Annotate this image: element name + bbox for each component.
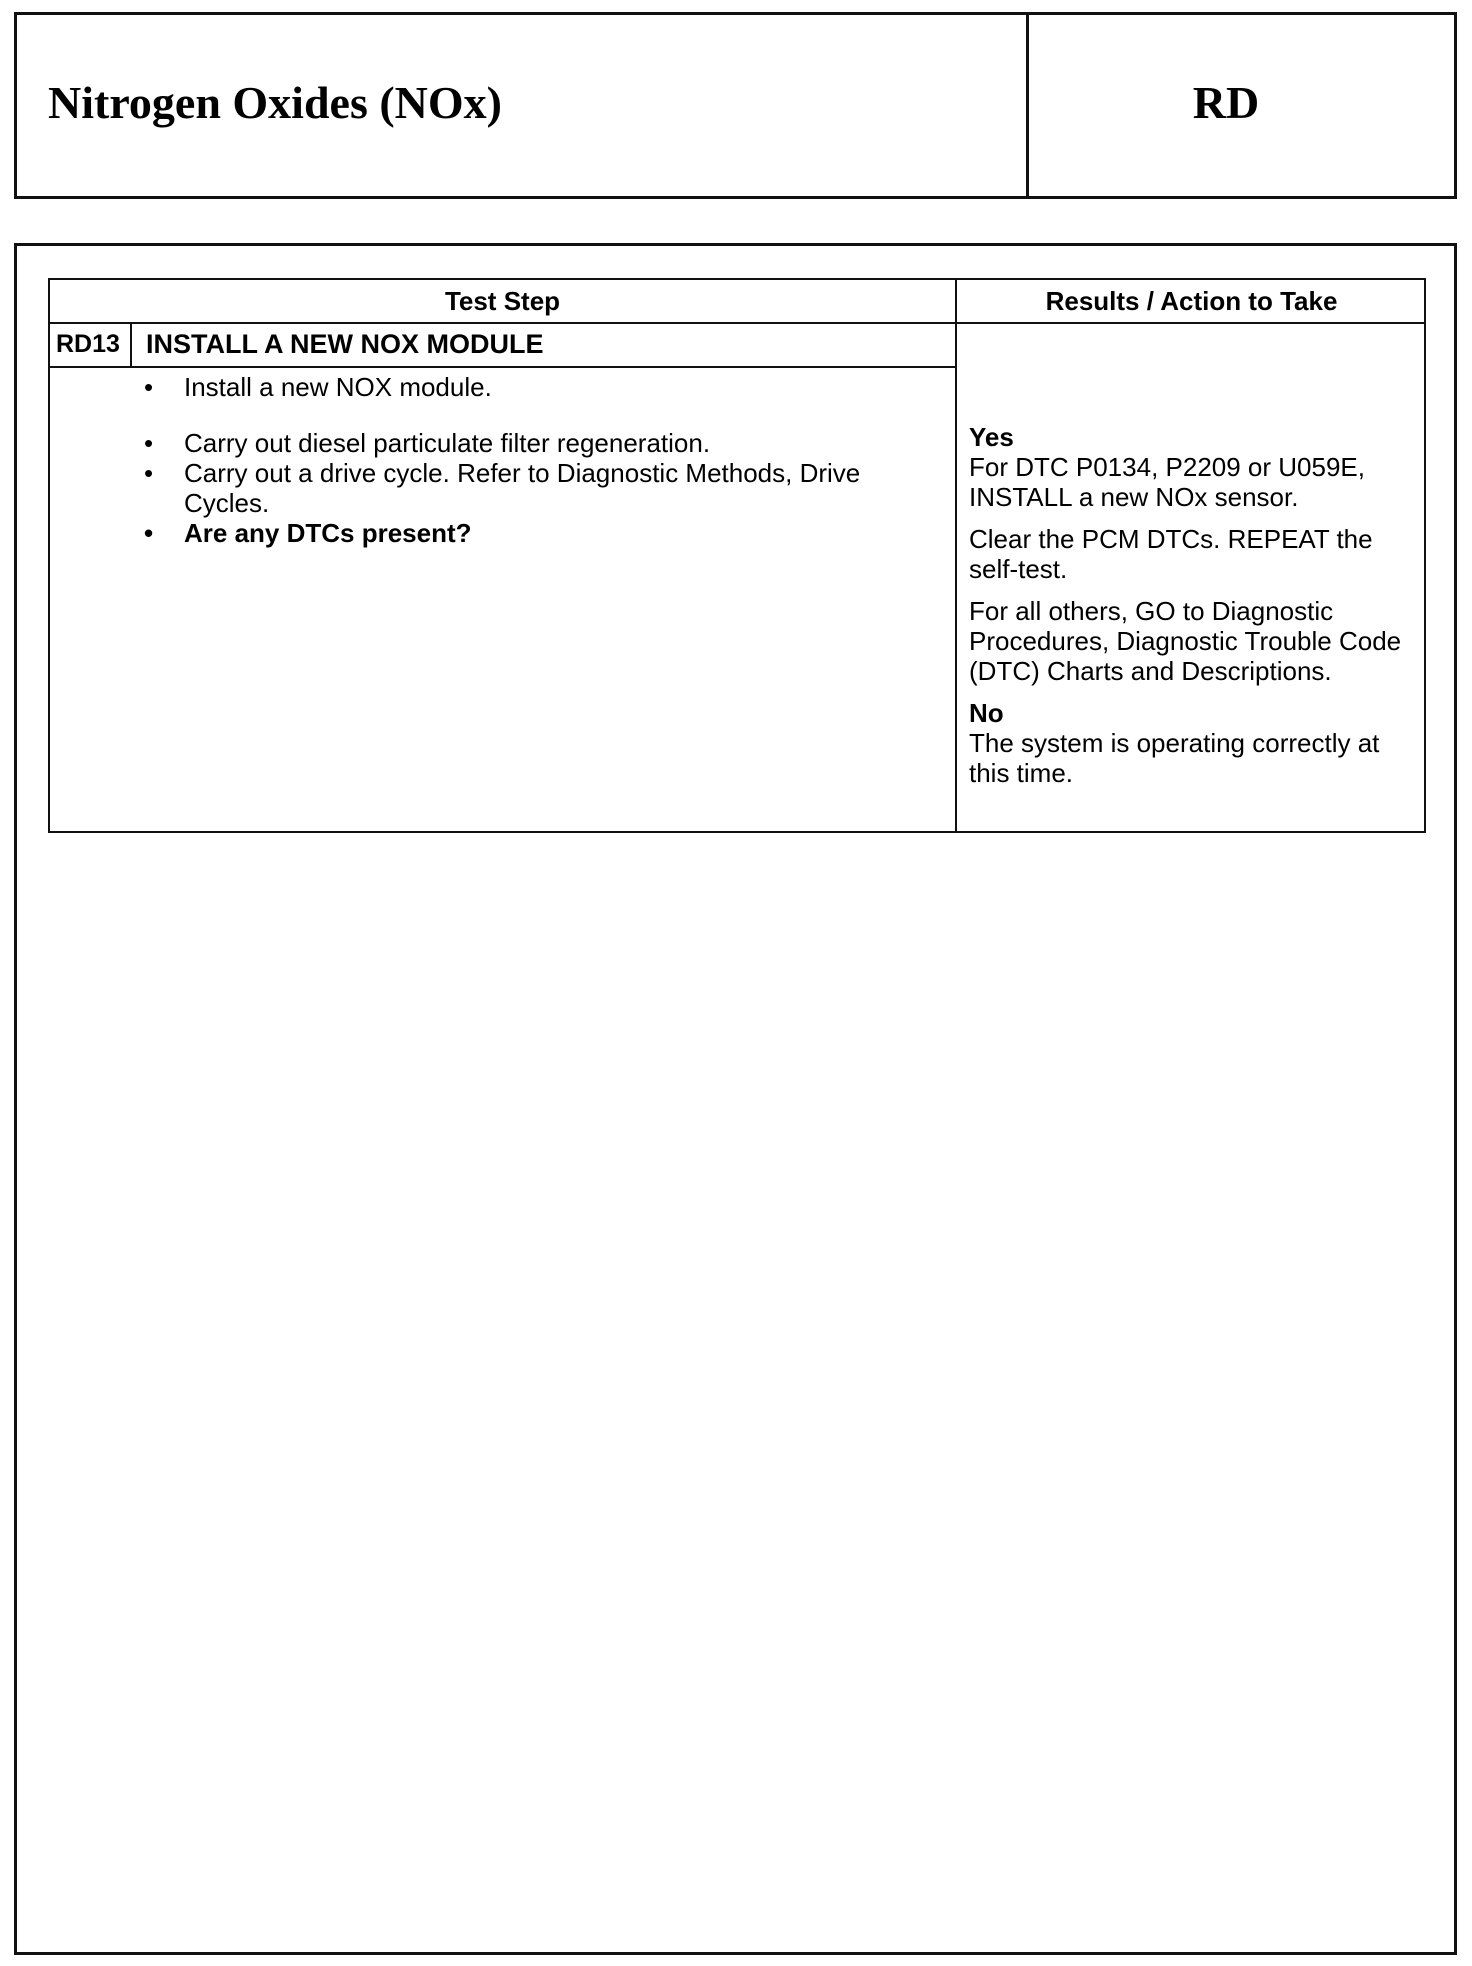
- result-yes-line: For DTC P0134, P2209 or U059E, INSTALL a new NOx sensor.: [969, 452, 1365, 512]
- result-yes-line: For all others, GO to Diagnostic Procedures, Diagnostic Trouble Code (DTC) Charts and Descriptions.: [969, 596, 1402, 686]
- step-id: RD13: [56, 330, 120, 358]
- header-rule: [50, 322, 1424, 324]
- result-no-label: No: [969, 698, 1004, 728]
- result-no-line: The system is operating correctly at this time.: [969, 728, 1380, 788]
- results-column: [969, 422, 1424, 800]
- step-question: • Are any DTCs present?: [142, 518, 942, 548]
- column-header-test-step: Test Step: [444, 286, 561, 316]
- result-yes-line: Clear the PCM DTCs. REPEAT the self-test.: [969, 524, 1373, 584]
- section-title: Nitrogen Oxides (NOx): [48, 77, 503, 128]
- step-title: INSTALL A NEW NOX MODULE: [146, 329, 544, 359]
- section-code: RD: [1192, 77, 1260, 128]
- step-instructions: [142, 372, 942, 548]
- column-header-results: Results / Action to Take: [1045, 286, 1338, 316]
- column-divider: [955, 280, 957, 831]
- step-id-divider: [130, 324, 132, 366]
- test-step-table: [48, 278, 1426, 833]
- step-instruction-item: • Install a new NOX module.: [142, 372, 942, 402]
- step-title-rule: [50, 366, 955, 368]
- step-instruction-item: • Carry out diesel particulate filter regeneration.: [142, 428, 942, 458]
- step-instruction-item: • Carry out a drive cycle. Refer to Diagnostic Methods, Drive Cycles.: [142, 458, 942, 518]
- result-yes-label: Yes: [969, 422, 1014, 452]
